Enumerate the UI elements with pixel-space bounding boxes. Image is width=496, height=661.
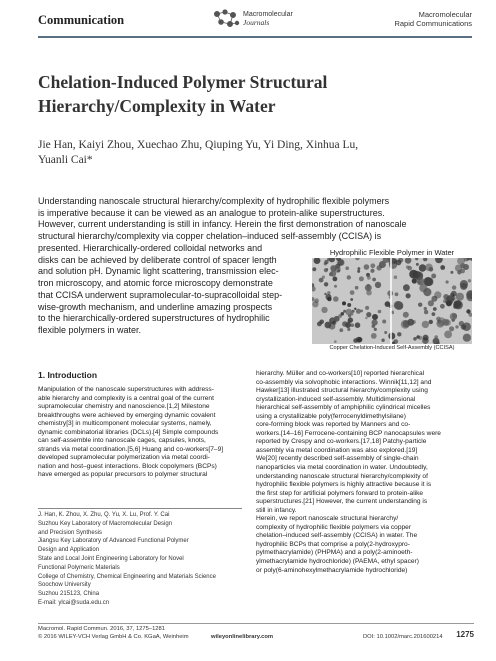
abstract-line: to the hierarchically-ordered superstructures of hydrophilic [38,313,270,324]
abstract-line: that CCISA underwent supramolecular-to-supracolloidal step- [38,289,283,300]
abstract-line: disks can be achieved by deliberate control of spacer length [38,254,277,265]
copyright: © 2016 WILEY-VCH Verlag GmbH & Co. KGaA, Weinheim [38,634,189,640]
body-line: the first step for artificial polymers forward to protein-alike [256,489,424,497]
logo-line-1: Macromolecular [243,11,293,18]
body-line: We[20] recently described self-assembly of single-chain [256,455,419,463]
body-line: breakthroughs were achieved by emerging dynamic covalent [38,411,216,419]
journal-name-line-2: Rapid Communications [394,19,472,28]
affiliation-line: State and Local Joint Engineering Laboratory for Novel [38,555,184,562]
abstract-line: is imperative because it can be viewed as an analogue to protein-alike superstructures. [38,207,385,218]
body-line: have emerged as popular precursors to polymer structural [38,471,208,479]
body-line: Hawker[13] illustrated structural hierarchy/complexity using [256,387,428,395]
body-line: can self-assemble into nanoscale cages, capsules, knots, [38,437,206,445]
affiliation-line: Suzhou 215123, China [38,591,100,598]
abstract-line: and solution pH. Dynamic light scattering, transmission elec- [38,266,279,277]
body-line: co-assembly via solvophobic interactions. Winnik[11,12] and [256,378,432,386]
journal-name-line-1: Macromolecular [418,10,472,19]
abstract-line: However, current understanding is still in infancy. Herein the first demonstration of nanoscale [38,219,407,230]
affiliation-line: College of Chemistry, Chemical Engineering and Materials Science [38,573,216,580]
affiliation-line: Soochow University [38,582,91,589]
abstract-line: structural hierarchy/complexity via copper chelation–induced self-assembly (CCISA) is [38,231,382,242]
body-line: workers.[14–16] Ferrocene-containing BCP nanocapsules were [256,429,441,437]
section-heading: 1. Introduction [38,370,98,380]
body-line: chemistry[3] in multicomponent molecular systems, namely, [38,420,212,428]
body-line: Herein, we report nanoscale structural hierarchy/ [256,515,399,523]
authors-line-1: Jie Han, Kaiyi Zhou, Xuechao Zhu, Qiuping Yu, Yi Ding, Xinhua Lu, [38,139,359,151]
page-footer [38,625,474,647]
body-line: nanoparticles via metal coordination in water. Undoubtedly, [256,464,428,472]
page-header [0,0,496,40]
affiliation-line: Design and Application [38,547,100,554]
body-line: hierarchy. Müller and co-workers[10] reported hierarchical [256,370,425,377]
figure-caption-bottom: Copper Chelation-Induced Self-Assembly (CCISA) [329,345,455,351]
footer-rule [38,623,474,624]
logo-text [243,11,293,27]
doi: DOI: 10.1002/marc.201600214 [363,634,443,640]
abstract-wide [38,196,474,243]
article-title: Chelation-Induced Polymer Structural Hierarchy/Complexity in Water [38,72,328,116]
microscopy-image [312,258,472,344]
body-line: hydrophilic BCPs that comprise a poly(2-hydroxypro- [256,540,410,548]
body-line: hydrophilic flexible polymers is highly attractive because it is [256,481,432,489]
body-line: still in infancy. [256,506,297,514]
logo-line-2: Journals [243,18,270,27]
page-number: 1275 [456,630,474,639]
body-line: or poly(6-aminohexylmethacrylamide hydrochloride) [256,566,408,574]
right-column [256,370,474,575]
abstract-line: flexible polymers in water. [38,324,142,335]
affiliation-line: J. Han, K. Zhou, X. Zhu, Q. Yu, X. Lu, Prof. Y. Cai [38,512,170,518]
header-rule [38,36,472,38]
section-label: Communication [38,13,125,27]
abstract-line: presented. Hierarchically-ordered colloidal networks and [38,243,263,253]
intro-left-text [38,386,242,480]
body-line: developed supramolecular polymerization via metal coordi- [38,454,210,462]
body-line: ylmethacrylamide hydrochloride) (PAEMA, ethyl spacer) [256,558,419,566]
body-line: crystallization-induced self-assembly. Multidimensional [256,395,416,403]
figure-caption-top: Hydrophilic Flexible Polymer in Water [329,248,455,257]
authors-line-2: Yuanli Cai* [38,154,93,166]
toc-figure [312,248,472,356]
body-line: reported by Crespy and co-workers.[17,18] Patchy-particle [256,438,427,446]
body-line: complexity of hydrophilic flexible polymers via copper [256,523,412,531]
body-line: Manipulation of the nanoscale superstructures with address- [38,386,214,393]
website-link[interactable]: wileyonlinelibrary.com [211,634,274,640]
affiliation-line: and Precision Synthesis [38,529,103,536]
citation: Macromol. Rapid Commun. 2016, 37, 1275–1281 [38,626,165,632]
body-line: able hierarchy and complexity is a central goal of the current [38,394,214,402]
journal-logo [212,6,292,32]
affiliation-line: Jiangsu Key Laboratory of Advanced Functional Polymer [38,538,189,545]
author-list [38,138,458,168]
body-line: superstructures.[21] However, the current understanding is [256,498,428,506]
abstract-line: Understanding nanoscale structural hierarchy/complexity of hydrophilic flexible polymers [38,196,390,206]
left-column [38,370,242,480]
body-line: chelation–induced self-assembly (CCISA) in water. The [256,532,418,540]
body-line: dynamic combinatorial libraries (DCLs).[4] Simple compounds [38,428,219,436]
body-line: strands via metal coordination.[5,6] Huang and co-workers[7–9] [38,445,224,453]
journal-name [394,10,472,28]
abstract-line: tron microscopy, and atomic force microscopy demonstrate [38,278,273,289]
body-line: assembly via metal coordination was also explored.[19] [256,446,418,454]
abstract-narrow [38,243,306,337]
affiliation-line: E-mail: ylcai@suda.edu.cn [38,599,110,606]
body-line: using a crystallizable poly(ferrocenyldimethylsilane) [256,412,406,420]
molecule-logo-icon [212,8,240,30]
affiliation-line: Functional Polymeric Materials [38,564,120,571]
body-line: pylmethacrylamide) (PHPMA) and a poly(2-aminoeth- [256,549,413,557]
abstract-line: wise-growth mechanism, and underline amazing prospects [38,301,273,312]
body-line: nation and host–guest interactions. Block copolymers (BCPs) [38,462,217,470]
tem-micrograph-icon [312,258,472,344]
body-line: core-forming block was reported by Manners and co- [256,421,411,429]
intro-right-text [256,370,474,575]
body-line: supramolecular chemistry and nanoscience.[1,2] Milestone [38,403,210,411]
body-line: hierarchical self-assembly of amphiphilic cylindrical micelles [256,404,431,412]
affiliation-line: Suzhou Key Laboratory of Macromolecular Design [38,520,173,527]
body-line: understanding nanoscale structural hierarchy/complexity of [256,472,428,480]
affiliations [38,508,242,608]
